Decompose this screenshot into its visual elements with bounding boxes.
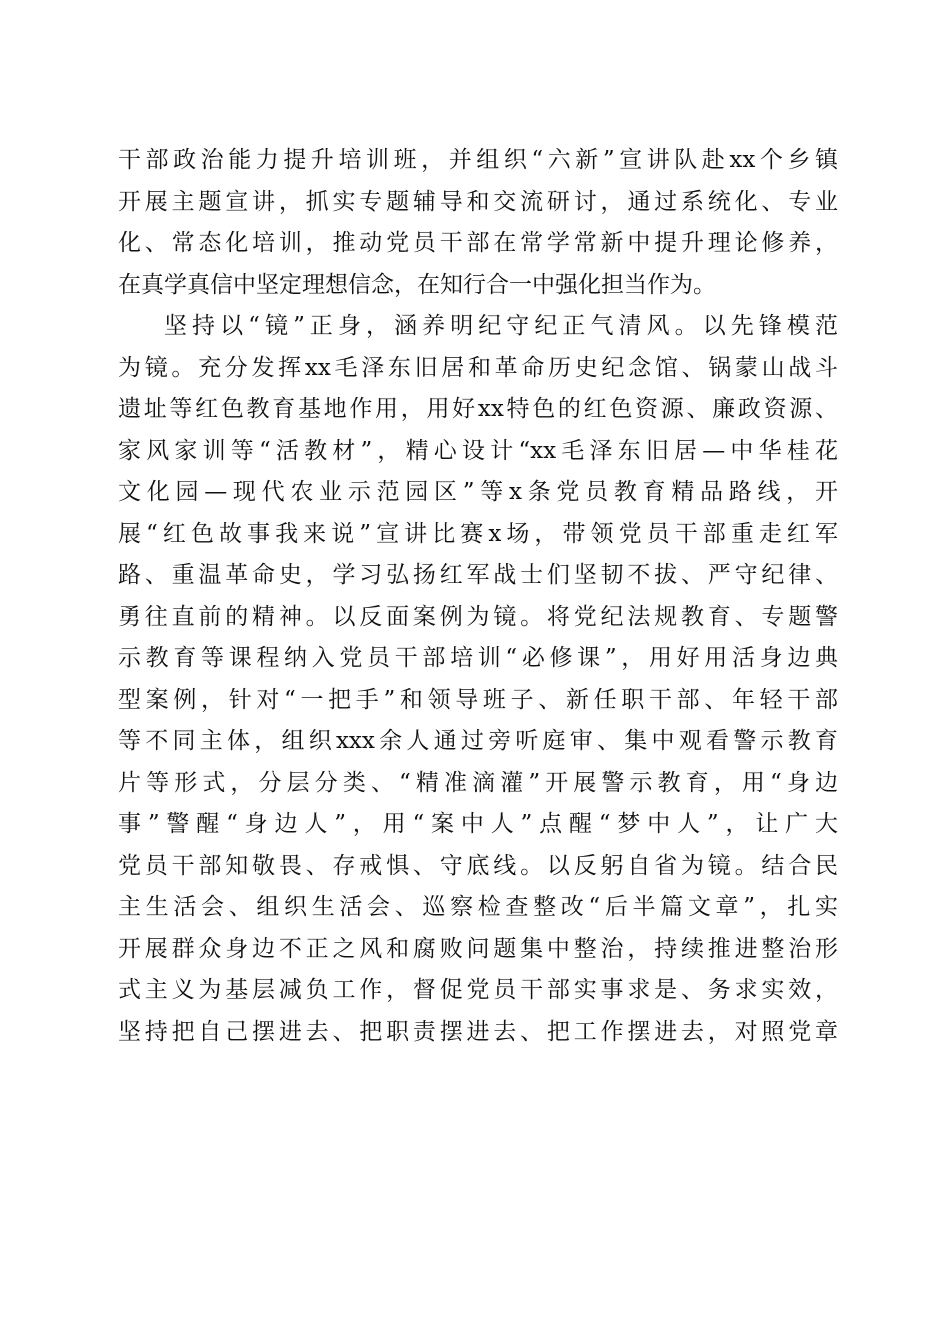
text-line: 化、常态化培训，推动党员干部在常学常新中提升理论修养， [118,230,838,256]
text-line: 遗址等红色教育基地作用，用好xx特色的红色资源、廉政资源、 [118,396,838,422]
text-line: 党员干部知敬畏、存戒惧、守底线。以反躬自省为镜。结合民 [118,852,838,879]
paragraph [118,306,838,1053]
text-line: 干部政治能力提升培训班，并组织“六新”宣讲队赴xx个乡镇 [118,147,838,173]
text-line: 片等形式，分层分类、“精准滴灌”开展警示教育，用“身边 [118,769,838,796]
text-line: 型案例，针对“一把手”和领导班子、新任职干部、年轻干部 [118,686,838,713]
text-line: 事”警醒“身边人”，用“案中人”点醒“梦中人”，让广大 [118,811,838,837]
text-line: 开展主题宣讲，抓实专题辅导和交流研讨，通过系统化、专业 [118,188,838,215]
text-line: 示教育等课程纳入党员干部培训“必修课”，用好用活身边典 [118,645,838,671]
text-line: 坚持把自己摆进去、把职责摆进去、把工作摆进去，对照党章 [118,1018,838,1045]
text-line: 展“红色故事我来说”宣讲比赛x场，带领党员干部重走红军 [118,520,838,547]
text-line: 为镜。充分发挥xx毛泽东旧居和革命历史纪念馆、锅蒙山战斗 [118,354,838,381]
text-line: 等不同主体，组织xxx余人通过旁听庭审、集中观看警示教育 [118,728,838,754]
document-body [118,140,838,1053]
text-line: 勇往直前的精神。以反面案例为镜。将党纪法规教育、专题警 [118,603,838,630]
text-line: 家风家训等“活教材”，精心设计“xx毛泽东旧居—中华桂花 [118,437,838,464]
text-line: 在真学真信中坚定理想信念，在知行合一中强化担当作为。 [118,271,716,298]
paragraph [118,140,838,306]
text-line: 路、重温革命史，学习弘扬红军战士们坚韧不拔、严守纪律、 [118,562,838,588]
text-line: 式主义为基层减负工作，督促党员干部实事求是、务求实效， [118,977,838,1003]
text-line: 主生活会、组织生活会、巡察检查整改“后半篇文章”，扎实 [118,894,838,920]
text-line: 坚持以“镜”正身，涵养明纪守纪正气清风。以先锋模范 [164,313,838,339]
text-line: 文化园—现代农业示范园区”等x条党员教育精品路线，开 [118,479,838,505]
text-line: 开展群众身边不正之风和腐败问题集中整治，持续推进整治形 [118,935,838,962]
